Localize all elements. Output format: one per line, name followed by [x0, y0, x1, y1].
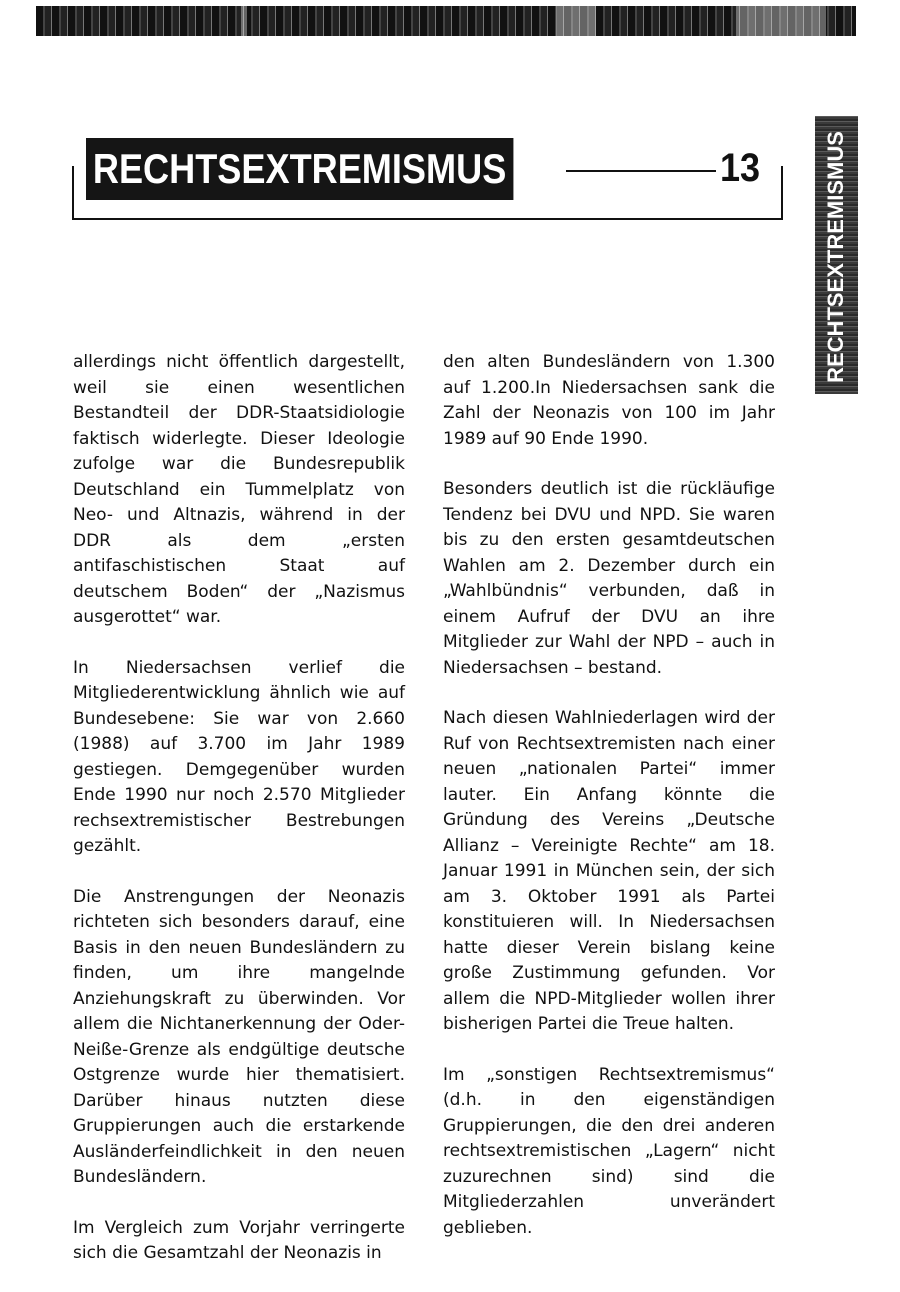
top-scan-band: [36, 6, 856, 36]
paragraph: Nach diesen Wahlniederlagen wird der Ruf von Rechtsextremisten nach einer neuen „nationalen Partei“ immer lauter. Ein Anfang könnte die Gründung des Vereins „Deutsche Allianz – Vereinigte Rechte“ am 18. Januar 1991 in München sein, der sich am 3. Oktober 1991 als Partei konstituieren will. In Niedersachsen hatte dieser Verein bislang keine große Zustimmung gefunden. Vor allem die NPD-Mitglieder wollen ihrer bisherigen Partei die Treue halten.: [443, 708, 775, 1034]
paragraph: Im Vergleich zum Vorjahr verringerte sich die Gesamtzahl der Neonazis in: [73, 1217, 405, 1263]
right-column: [443, 350, 775, 1266]
section-title: RECHTSEXTREMISMUS: [86, 138, 513, 200]
left-column: [73, 350, 405, 1292]
paragraph: allerdings nicht öffentlich dargestellt, weil sie einen wesentlichen Bestandteil der DDR-Staatsidiologie faktisch widerlegte. Dieser Ideologie zufolge war die Bundesrepublik Deutschland ein Tummelplatz von Neo- und Altnazis, während in der DDR als dem „ersten antifaschistischen Staat auf deutschem Boden“ der „Nazismus ausgerottet“ war.: [73, 352, 405, 627]
paragraph: Die Anstrengungen der Neonazis richteten sich besonders darauf, eine Basis in den neuen Bundesländern zu finden, um ihre mangelnde Anziehungskraft zu überwinden. Vor allem die Nichtanerkennung der Oder-Neiße-Grenze als endgültige deutsche Ostgrenze wurde hier thematisiert. Darüber hinaus nutzten diese Gruppierungen auch die erstarkende Ausländerfeindlichkeit in den neuen Bundesländern.: [73, 886, 405, 1187]
paragraph: Im „sonstigen Rechtsextremismus“ (d.h. in den eigenständigen Gruppierungen, die den drei anderen rechtsextremistischen „Lagern“ nicht zuzurechnen sind) sind die Mitgliederzahlen unverändert geblieben.: [443, 1064, 775, 1238]
paragraph: Besonders deutlich ist die rückläufige Tendenz bei DVU und NPD. Sie waren bis zu den ersten gesamtdeutschen Wahlen am 2. Dezember durch ein „Wahlbündnis“ verbunden, daß in einem Aufruf der DVU an ihre Mitglieder zur Wahl der NPD – auch in Niedersachsen – bestand.: [443, 479, 775, 678]
side-tab-label: RECHTSEXTREMISMUS: [823, 131, 848, 383]
page-number: 13: [720, 146, 761, 190]
header-line: [566, 170, 716, 172]
paragraph: In Niedersachsen verlief die Mitgliederentwicklung ähnlich wie auf Bundesebene: Sie war von 2.660 (1988) auf 3.700 im Jahr 1989 gestiegen. Demgegenüber wurden Ende 1990 nur noch 2.570 Mitglieder rechsextremistischer Bestrebungen gezählt.: [73, 657, 405, 856]
paragraph: den alten Bundesländern von 1.300 auf 1.200.In Niedersachsen sank die Zahl der Neonazis von 100 im Jahr 1989 auf 90 Ende 1990.: [443, 352, 775, 449]
